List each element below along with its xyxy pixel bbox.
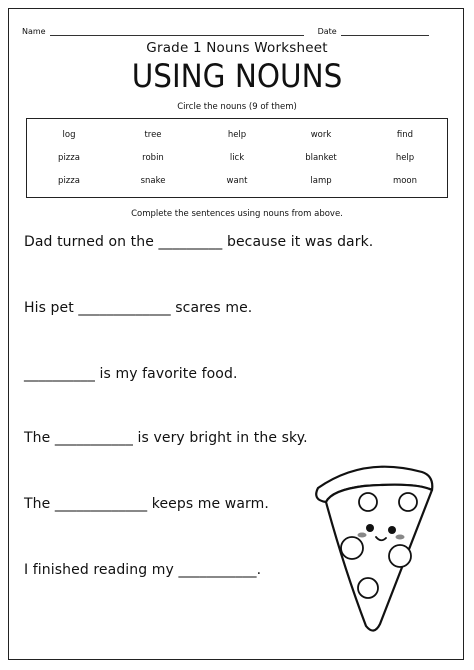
- sentence-3[interactable]: __________ is my favorite food.: [24, 366, 238, 382]
- name-label: Name: [22, 27, 46, 36]
- date-blank[interactable]: [341, 27, 429, 36]
- worksheet-title: USING NOUNS: [131, 57, 343, 95]
- word-item[interactable]: help: [395, 153, 415, 163]
- word-item[interactable]: lamp: [310, 176, 332, 186]
- pizza-slice-icon: [304, 458, 444, 638]
- sentence-5[interactable]: The _____________ keeps me warm.: [24, 496, 269, 512]
- word-item[interactable]: pizza: [58, 176, 80, 186]
- word-item[interactable]: tree: [144, 130, 162, 140]
- sentence-1[interactable]: Dad turned on the _________ because it was dark.: [24, 234, 374, 250]
- word-grid: [27, 128, 447, 188]
- word-item[interactable]: help: [227, 130, 247, 140]
- word-item[interactable]: moon: [392, 176, 418, 186]
- word-item[interactable]: log: [62, 130, 76, 140]
- name-date-line: [22, 22, 452, 36]
- word-bank: [26, 118, 448, 198]
- word-item[interactable]: lick: [229, 153, 245, 163]
- sentence-instruction: Complete the sentences using nouns from above.: [131, 209, 343, 219]
- sentence-2[interactable]: His pet _____________ scares me.: [24, 300, 253, 316]
- circle-instruction: Circle the nouns (9 of them): [177, 102, 297, 112]
- name-blank[interactable]: [50, 27, 304, 36]
- word-item[interactable]: pizza: [58, 153, 80, 163]
- date-label: Date: [317, 27, 337, 36]
- word-item[interactable]: robin: [142, 153, 164, 163]
- sentence-6[interactable]: I finished reading my ___________.: [24, 562, 262, 578]
- sentence-4[interactable]: The ___________ is very bright in the sky.: [24, 430, 308, 446]
- word-item[interactable]: snake: [140, 176, 166, 186]
- word-item[interactable]: find: [396, 130, 414, 140]
- word-item[interactable]: blanket: [305, 153, 337, 163]
- word-item[interactable]: work: [310, 130, 332, 140]
- worksheet-subtitle: Grade 1 Nouns Worksheet: [146, 40, 328, 56]
- word-item[interactable]: want: [226, 176, 248, 186]
